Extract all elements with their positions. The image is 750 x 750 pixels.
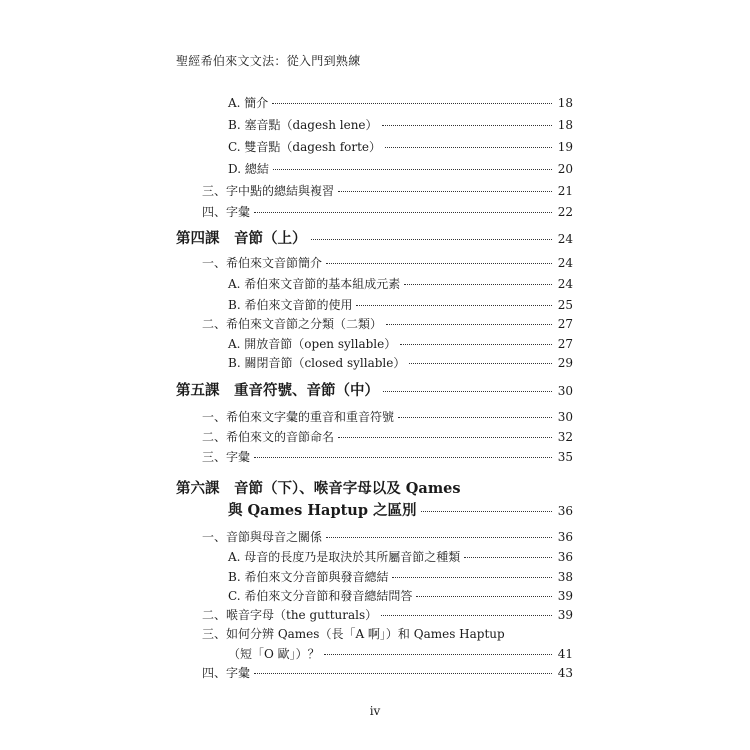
toc-entry-page: 27 — [557, 337, 573, 351]
toc-entry[interactable] — [228, 116, 573, 133]
toc-entry[interactable] — [202, 203, 573, 220]
dot-leader — [385, 147, 552, 148]
dot-leader — [404, 284, 552, 285]
dot-leader — [398, 417, 552, 418]
toc-entry-page: 41 — [557, 647, 573, 661]
dot-leader — [273, 169, 552, 170]
toc-entry-label: 四、字彙 — [202, 666, 251, 680]
toc-entry-page: 39 — [557, 589, 573, 603]
toc-entry-label: A. 開放音節（open syllable） — [228, 337, 397, 351]
toc-entry-page: 32 — [557, 430, 573, 444]
toc-entry[interactable] — [202, 664, 573, 681]
toc-entry-page: 21 — [557, 184, 573, 198]
dot-leader — [386, 324, 552, 325]
toc-entry-page: 18 — [557, 96, 573, 110]
toc-entry-label: B. 關閉音節（closed syllable） — [228, 356, 406, 370]
toc-entry[interactable] — [202, 408, 573, 425]
page-number: iv — [369, 704, 381, 718]
dot-leader — [272, 103, 552, 104]
toc-entry-page: 24 — [557, 256, 573, 270]
toc-entry-label: 一、希伯來文音節簡介 — [202, 256, 323, 270]
dot-leader — [324, 654, 552, 655]
toc-entry-page: 36 — [557, 504, 573, 518]
running-header: 聖經希伯來文文法：從入門到熟練 — [176, 54, 361, 68]
toc-entry[interactable] — [228, 160, 573, 177]
toc-entry[interactable] — [228, 275, 573, 292]
toc-entry-page: 38 — [557, 570, 573, 584]
toc-entry[interactable] — [228, 568, 573, 585]
dot-leader — [254, 212, 552, 213]
toc-entry-page: 36 — [557, 550, 573, 564]
toc-entry-label: 一、希伯來文字彙的重音和重音符號 — [202, 410, 395, 424]
toc-entry[interactable] — [228, 587, 573, 604]
dot-leader — [311, 239, 553, 240]
toc-entry[interactable] — [228, 645, 573, 662]
dot-leader — [400, 344, 552, 345]
dot-leader — [326, 263, 552, 264]
toc-entry-label: 二、喉音字母（the gutturals） — [202, 608, 378, 622]
toc-entry-label: 四、字彙 — [202, 205, 251, 219]
toc-entry[interactable] — [202, 182, 573, 199]
toc-entry-label: B. 希伯來文分音節與發音總結 — [228, 570, 389, 584]
toc-entry[interactable] — [228, 548, 573, 565]
toc-entry-label: 一、音節與母音之關係 — [202, 530, 323, 544]
toc-entry[interactable] — [228, 335, 573, 352]
toc-entry-label: 三、字彙 — [202, 450, 251, 464]
toc-chapter-entry[interactable] — [176, 379, 573, 400]
dot-leader — [381, 615, 552, 616]
dot-leader — [338, 437, 552, 438]
dot-leader — [356, 305, 552, 306]
toc-entry-page: 24 — [557, 277, 573, 291]
toc-entry[interactable] — [202, 448, 573, 465]
dot-leader — [421, 511, 552, 512]
toc-entry-label: 三、如何分辨 Qames（長「A 啊」）和 Qames Haptup — [202, 627, 505, 641]
toc-entry[interactable] — [202, 428, 573, 445]
toc-entry-page: 29 — [557, 356, 573, 370]
dot-leader — [416, 596, 552, 597]
toc-entry-label: 三、字中點的總結與複習 — [202, 184, 335, 198]
toc-chapter-entry[interactable] — [176, 227, 573, 248]
dot-leader — [383, 391, 552, 392]
toc-chapter-label: 第五課 重音符號、音節（中） — [176, 382, 379, 399]
toc-entry[interactable] — [202, 254, 573, 271]
toc-chapter-label: 與 Qames Haptup 之區別 — [228, 502, 417, 519]
toc-entry-label: D. 總結 — [228, 162, 269, 176]
toc-entry-page: 22 — [557, 205, 573, 219]
toc-entry[interactable] — [202, 528, 573, 545]
toc-entry[interactable] — [228, 94, 573, 111]
toc-entry[interactable] — [202, 606, 573, 623]
toc-entry-label: A. 母音的長度乃是取決於其所屬音節之種類 — [228, 550, 461, 564]
toc-entry[interactable] — [202, 625, 573, 642]
toc-entry-label: 二、希伯來文的音節命名 — [202, 430, 335, 444]
dot-leader — [382, 125, 552, 126]
toc-entry-page: 35 — [557, 450, 573, 464]
toc-entry-label: B. 塞音點（dagesh lene） — [228, 118, 378, 132]
dot-leader — [409, 363, 552, 364]
toc-entry-page: 30 — [557, 410, 573, 424]
toc-entry-page: 20 — [557, 162, 573, 176]
toc-chapter-label[interactable]: 第六課 音節（下）、喉音字母以及 Qames — [176, 480, 461, 497]
dot-leader — [254, 457, 552, 458]
toc-entry[interactable] — [202, 315, 573, 332]
toc-entry-label: A. 希伯來文音節的基本組成元素 — [228, 277, 401, 291]
dot-leader — [326, 537, 552, 538]
toc-entry-page: 27 — [557, 317, 573, 331]
toc-entry-page: 30 — [557, 384, 573, 398]
toc-entry[interactable] — [228, 354, 573, 371]
toc-entry-page: 43 — [557, 666, 573, 680]
toc-entry[interactable] — [228, 296, 573, 313]
toc-entry-page: 19 — [557, 140, 573, 154]
toc-entry-label: B. 希伯來文音節的使用 — [228, 298, 353, 312]
dot-leader — [464, 557, 552, 558]
dot-leader — [338, 191, 552, 192]
toc-entry[interactable] — [228, 138, 573, 155]
toc-entry-label: C. 雙音點（dagesh forte） — [228, 140, 382, 154]
toc-chapter-label: 第四課 音節（上） — [176, 230, 307, 247]
toc-entry-label: （短「O 歐」）？ — [228, 647, 320, 661]
toc-entry-page: 18 — [557, 118, 573, 132]
toc-entry-page: 39 — [557, 608, 573, 622]
toc-entry-label: A. 簡介 — [228, 96, 269, 110]
toc-entry-page: 36 — [557, 530, 573, 544]
dot-leader — [254, 673, 552, 674]
dot-leader — [392, 577, 552, 578]
toc-entry-page: 25 — [557, 298, 573, 312]
toc-entry-label: C. 希伯來文分音節和發音總結問答 — [228, 589, 413, 603]
toc-entry-page: 24 — [557, 232, 573, 246]
toc-entry-label: 二、希伯來文音節之分類（二類） — [202, 317, 383, 331]
toc-chapter-entry[interactable] — [228, 499, 573, 520]
